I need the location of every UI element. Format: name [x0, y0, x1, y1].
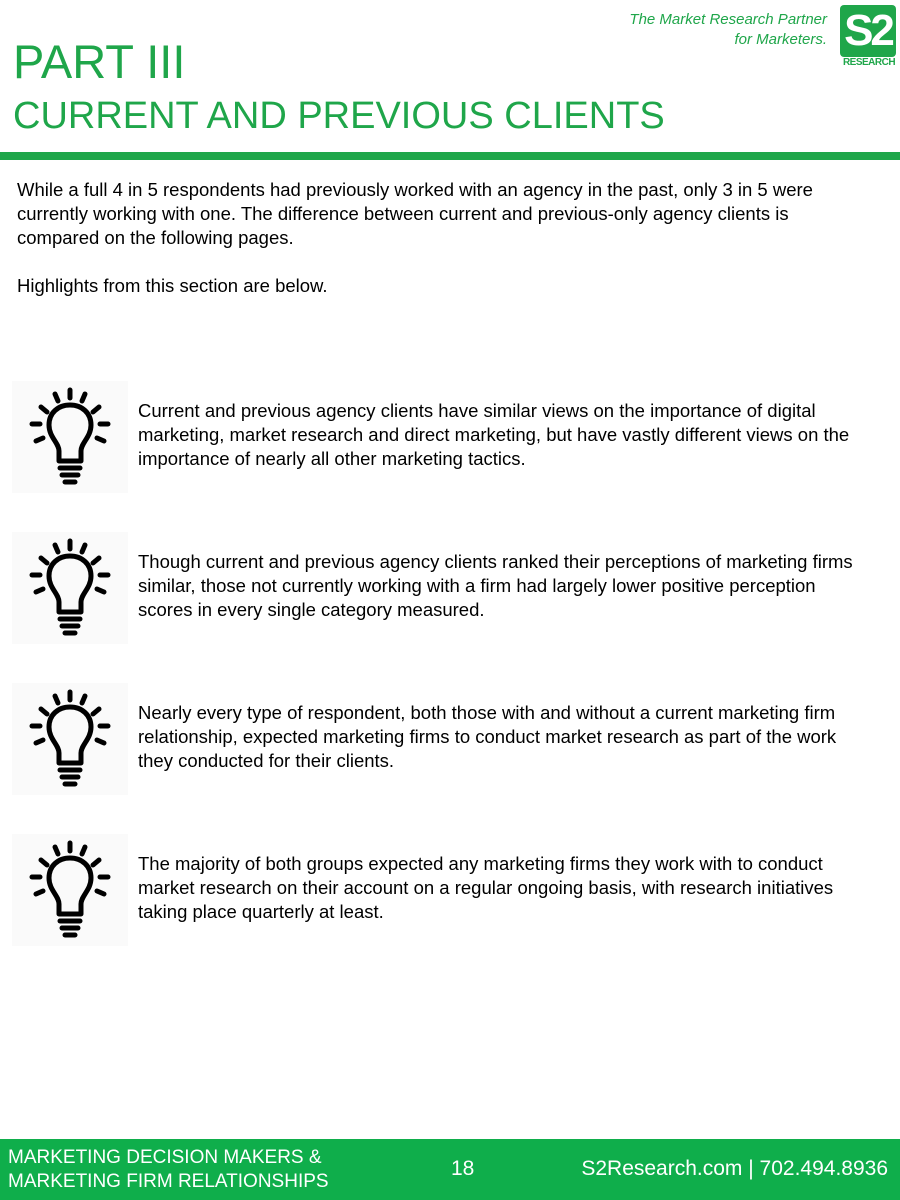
footer-title-line-2: MARKETING FIRM RELATIONSHIPS — [8, 1171, 329, 1192]
highlight-text: The majority of both groups expected any marketing firms they work with to conduct market research on their account on a regular ongoing basis, with research initiatives taking place quarterly at least. — [138, 853, 834, 922]
logo-subtext: RESEARCH — [842, 57, 896, 68]
highlight-text: Current and previous agency clients have similar views on the importance of digital marketing, market research and direct marketing, but have vastly different views on the importance of nearly all other marketing tactics. — [138, 400, 850, 469]
tagline — [527, 10, 827, 50]
page-number: 18 — [451, 1157, 475, 1180]
tagline-line-2: for Marketers. — [734, 31, 827, 48]
highlight-item — [12, 532, 882, 650]
highlight-item — [12, 381, 882, 499]
section-title: CURRENT AND PREVIOUS CLIENTS — [13, 95, 665, 137]
lightbulb-icon — [12, 381, 128, 493]
lightbulb-icon — [12, 532, 128, 644]
part-heading: PART III — [13, 35, 186, 88]
highlight-text: Though current and previous agency clients ranked their perceptions of marketing firms similar, those not currently working with a firm had largely lower positive perception scores in every single category measured. — [138, 551, 853, 620]
footer-report-title — [8, 1146, 329, 1194]
s2-research-logo — [838, 5, 900, 69]
footer-contact: S2Research.com | 702.494.8936 — [581, 1157, 888, 1180]
header-divider — [0, 152, 900, 160]
highlight-item — [12, 683, 882, 801]
lightbulb-icon — [12, 683, 128, 795]
intro-paragraph: Highlights from this section are below. — [17, 275, 328, 296]
intro-text — [17, 178, 867, 322]
highlight-item — [12, 834, 882, 952]
page-footer — [0, 1139, 900, 1200]
logo-mark: S2 — [840, 5, 896, 57]
highlight-text: Nearly every type of respondent, both those with and without a current marketing firm relationship, expected marketing firms to conduct market research as part of the work they conducted for their clients. — [138, 702, 837, 771]
footer-title-line-1: MARKETING DECISION MAKERS & — [8, 1147, 322, 1168]
intro-paragraph: While a full 4 in 5 respondents had previously worked with an agency in the past, only 3 in 5 were currently working with one. The difference between current and previous-only agency clients is compared on the following pages. — [17, 179, 813, 248]
lightbulb-icon — [12, 834, 128, 946]
tagline-line-1: The Market Research Partner — [629, 11, 827, 28]
